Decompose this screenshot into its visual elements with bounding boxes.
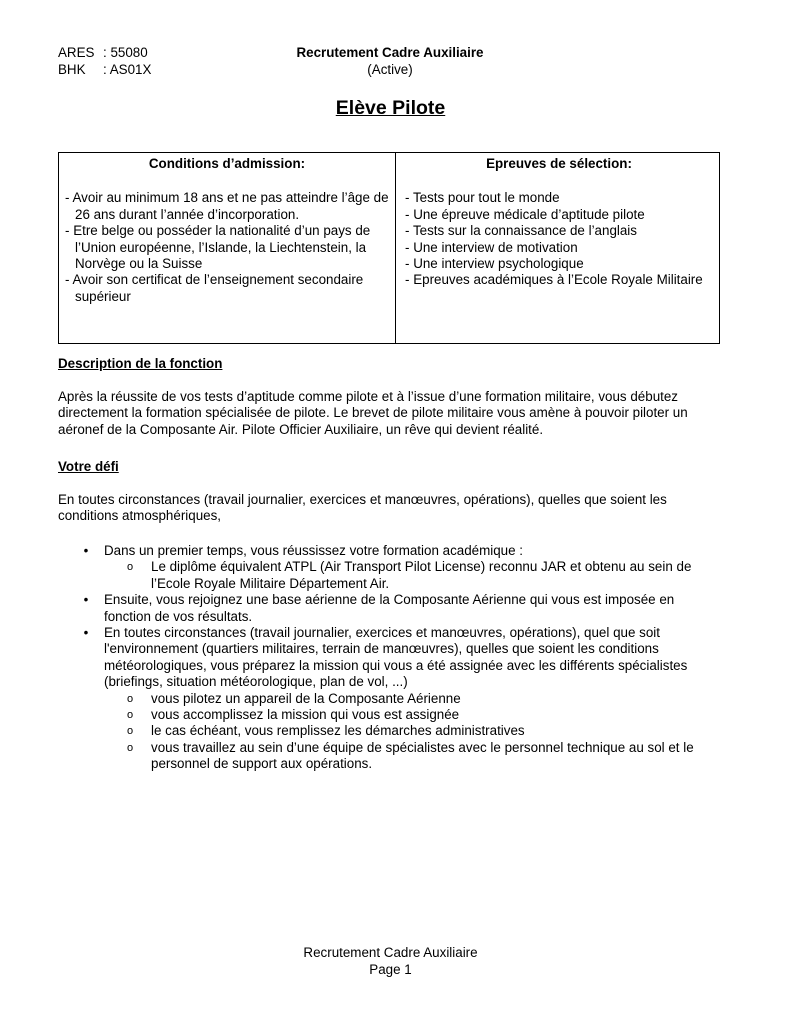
epreuve-item: - Tests pour tout le monde [405, 190, 719, 206]
circle-bullet-icon: o [127, 725, 134, 738]
defi-heading: Votre défi [58, 459, 119, 474]
ares-row [58, 45, 151, 62]
bullet-icon: • [83, 543, 89, 558]
sub-bullet-text: vous pilotez un appareil de la Composante Aérienne [151, 690, 461, 706]
reference-codes [58, 45, 151, 79]
list-item [58, 543, 720, 592]
page-footer [0, 945, 781, 979]
description-text: Après la réussite de vos tests d’aptitude comme pilote et à l’issue d’une formation militaire, vous débutez directement la formation spécialisée de pilote. Le brevet de pilote militaire vous amène à pouvoir piloter un aéronef de la Composante Air. Pilote Officier Auxiliaire, un rêve qui devient réalité. [58, 389, 688, 437]
sub-list-item [104, 559, 720, 592]
condition-item-text: Etre belge ou posséder la nationalité d’un pays de l’Union européenne, l’Islande, la Liechtenstein, la Norvège ou la Suisse [73, 223, 371, 272]
sub-list-item [104, 691, 720, 707]
page-number: Page 1 [369, 962, 412, 977]
conditions-heading: Conditions d’admission: [148, 156, 306, 171]
epreuve-item: - Une interview psychologique [405, 256, 719, 272]
defi-bullet-list [58, 543, 720, 773]
bullet-text: Dans un premier temps, vous réussissez votre formation académique : [104, 543, 524, 558]
circle-bullet-icon: o [127, 709, 134, 722]
epreuve-item: - Epreuves académiques à l’Ecole Royale Militaire [405, 272, 719, 288]
epreuve-item: - Une épreuve médicale d’aptitude pilote [405, 207, 719, 223]
bhk-label: BHK [58, 62, 86, 77]
bullet-icon: • [83, 625, 89, 641]
conditions-column [59, 153, 396, 343]
conditions-list [65, 190, 395, 305]
ares-value: : 55080 [103, 45, 148, 60]
bullet-icon: • [83, 592, 89, 608]
sub-bullet-text: vous accomplissez la mission qui vous est assignée [151, 707, 460, 723]
epreuves-column [396, 153, 719, 343]
conditions-table [58, 152, 720, 344]
sub-bullet-text: vous travaillez au sein d’une équipe de spécialistes avec le personnel technique au sol et le personnel de support aux opérations. [151, 739, 694, 772]
condition-item [65, 223, 395, 272]
epreuves-list [405, 190, 719, 288]
circle-bullet-icon: o [127, 692, 134, 705]
document-header [250, 45, 530, 79]
sub-list-item [104, 740, 720, 773]
header-status: (Active) [367, 62, 413, 77]
list-item [58, 592, 720, 625]
epreuve-item: - Une interview de motivation [405, 240, 719, 256]
list-item [58, 625, 720, 773]
header-title: Recrutement Cadre Auxiliaire [296, 45, 484, 60]
epreuve-item: - Tests sur la connaissance de l’anglais [405, 223, 719, 239]
sub-bullet-text: Le diplôme équivalent ATPL (Air Transport Pilot License) reconnu JAR et obtenu au sein de l’Ecole Royale Militaire Département Air. [151, 559, 692, 591]
bullet-text: En toutes circonstances (travail journalier, exercices et manœuvres, opérations), quel que soit l'environnement (quartiers militaires, terrain de manœuvres), quelles que soient les conditions météorologiques, vous préparez la mission qui vous a été assignée avec les différents spécialistes (briefings, situation météorologique, plan de vol, ...) [104, 625, 688, 690]
sub-list-item [104, 707, 720, 723]
circle-bullet-icon: o [127, 741, 134, 754]
bhk-row [58, 62, 151, 79]
ares-label: ARES [58, 45, 95, 60]
sub-list-item [104, 723, 720, 739]
bullet-text: Ensuite, vous rejoignez une base aérienne de la Composante Aérienne qui vous est imposée en fonction de vos résultats. [104, 592, 675, 624]
bhk-value: : AS01X [103, 62, 152, 77]
page-title: Elève Pilote [335, 97, 446, 119]
condition-item: - Avoir son certificat de l’enseignement secondaire supérieur [65, 272, 395, 305]
circle-bullet-icon: o [127, 561, 134, 574]
condition-item: - Avoir au minimum 18 ans et ne pas atteindre l’âge de 26 ans durant l’année d’incorporation. [65, 190, 395, 223]
description-heading: Description de la fonction [58, 356, 223, 371]
footer-title: Recrutement Cadre Auxiliaire [303, 945, 478, 960]
epreuves-heading: Epreuves de sélection: [486, 156, 632, 171]
sub-bullet-text: le cas échéant, vous remplissez les démarches administratives [151, 723, 525, 739]
defi-intro: En toutes circonstances (travail journalier, exercices et manœuvres, opérations), quelles que soient les conditions atmosphériques, [58, 492, 667, 524]
